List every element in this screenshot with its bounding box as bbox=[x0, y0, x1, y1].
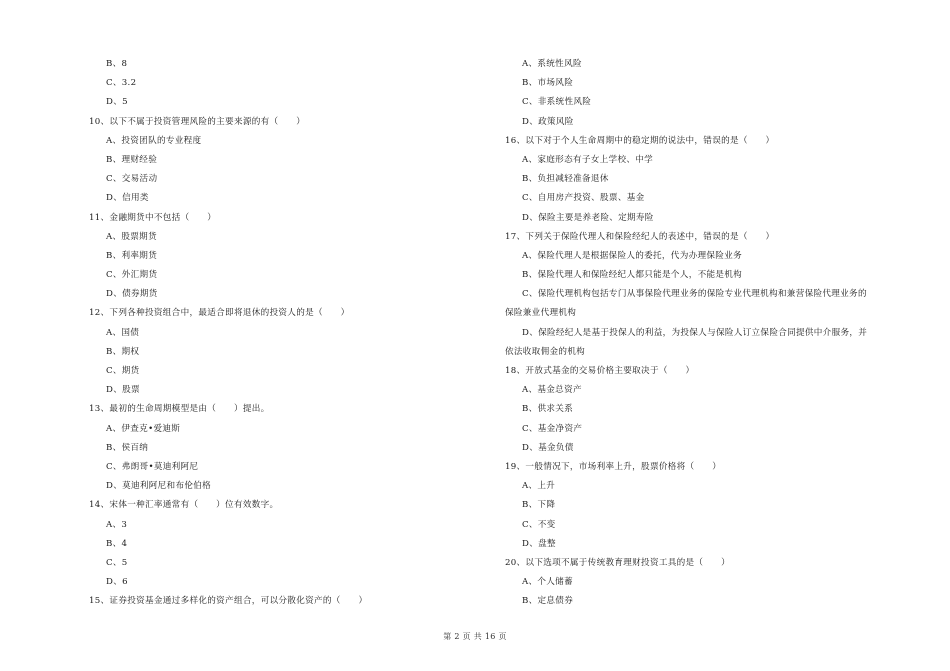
answer-option: B、期权 bbox=[106, 346, 140, 357]
answer-option: B、负担减轻准备退休 bbox=[522, 174, 609, 185]
question-text: 11、金融期货中不包括（ ） bbox=[89, 212, 217, 223]
answer-option: D、股票 bbox=[106, 385, 140, 396]
answer-option: B、保险代理人和保险经纪人都只能是个人，不能是机构 bbox=[522, 270, 743, 281]
answer-option: D、5 bbox=[106, 97, 128, 108]
answer-option: A、上升 bbox=[522, 481, 556, 492]
question-text: 12、下列各种投资组合中，最适合即将退休的投资人的是（ ） bbox=[89, 308, 350, 319]
answer-option: A、个人储蓄 bbox=[522, 577, 573, 588]
answer-option: B、4 bbox=[106, 538, 128, 549]
left-column bbox=[89, 55, 494, 611]
answer-option: D、债券期货 bbox=[106, 289, 158, 300]
answer-option: D、6 bbox=[106, 577, 128, 588]
answer-option: D、信用类 bbox=[106, 193, 149, 204]
question-text: 10、以下不属于投资管理风险的主要来源的有（ ） bbox=[89, 116, 306, 127]
answer-option: D、保险经纪人是基于投保人的利益，为投保人与保险人订立保险合同提供中介服务，并 bbox=[522, 327, 868, 338]
answer-option: A、系统性风险 bbox=[522, 59, 582, 69]
answer-option: A、保险代理人是根据保险人的委托，代为办理保险业务 bbox=[522, 250, 742, 261]
question-text: 14、宋体一种汇率通常有（ ）位有效数字。 bbox=[89, 500, 279, 511]
question-text: 13、最初的生命周期模型是由（ ）提出。 bbox=[89, 404, 270, 415]
answer-option: A、伊查克•爱迪斯 bbox=[106, 423, 181, 434]
answer-option: C、5 bbox=[106, 557, 128, 568]
answer-option: A、家庭形态有子女上学校、中学 bbox=[522, 154, 654, 165]
answer-option: D、莫迪利阿尼和布伦伯格 bbox=[106, 481, 212, 492]
question-text: 17、下列关于保险代理人和保险经纪人的表述中，错误的是（ ） bbox=[505, 231, 775, 242]
answer-option: A、基金总资产 bbox=[522, 385, 582, 396]
question-text: 15、证券投资基金通过多样化的资产组合，可以分散化资产的（ ） bbox=[89, 596, 368, 607]
answer-option: B、侯百纳 bbox=[106, 442, 149, 453]
question-text: 18、开放式基金的交易价格主要取决于（ ） bbox=[505, 366, 695, 376]
answer-option: B、利率期货 bbox=[106, 250, 158, 261]
question-text: 19、一般情况下，市场利率上升，股票价格将（ ） bbox=[505, 461, 722, 472]
answer-option: A、3 bbox=[106, 519, 128, 530]
answer-option: C、自用房产投资、股票、基金 bbox=[522, 193, 645, 204]
answer-option: D、基金负债 bbox=[522, 442, 574, 453]
answer-option: C、基金净资产 bbox=[522, 423, 583, 434]
answer-option: B、下降 bbox=[522, 500, 556, 511]
answer-option: A、股票期货 bbox=[106, 231, 157, 242]
answer-option: C、外汇期货 bbox=[106, 270, 158, 281]
answer-option: A、投资团队的专业程度 bbox=[106, 135, 202, 146]
answer-option: B、供求关系 bbox=[522, 404, 574, 415]
right-column bbox=[505, 55, 910, 611]
answer-option: D、盘整 bbox=[522, 538, 556, 549]
question-text: 16、以下对于个人生命周期中的稳定期的说法中，错误的是（ ） bbox=[505, 135, 775, 146]
answer-option: C、不变 bbox=[522, 519, 556, 530]
answer-option: C、非系统性风险 bbox=[522, 97, 592, 108]
answer-option: B、定息债券 bbox=[522, 596, 574, 607]
answer-option: C、保险代理机构包括专门从事保险代理业务的保险专业代理机构和兼营保险代理业务的 bbox=[522, 289, 867, 300]
answer-option: B、市场风险 bbox=[522, 78, 574, 89]
text-continuation: 依法收取佣金的机构 bbox=[505, 346, 586, 357]
answer-option: C、期货 bbox=[106, 366, 140, 376]
answer-option: B、理财经验 bbox=[106, 154, 158, 165]
answer-option: C、3.2 bbox=[106, 78, 137, 89]
answer-option: B、8 bbox=[106, 59, 128, 69]
text-continuation: 保险兼业代理机构 bbox=[505, 308, 577, 319]
answer-option: D、保险主要是养老险、定期寿险 bbox=[522, 212, 654, 223]
answer-option: C、交易活动 bbox=[106, 174, 158, 185]
answer-option: C、弗朗哥•莫迪利阿尼 bbox=[106, 461, 199, 472]
answer-option: A、国债 bbox=[106, 327, 140, 338]
page-footer: 第 2 页 共 16 页 bbox=[443, 632, 507, 641]
question-text: 20、以下选项不属于传统教育理财投资工具的是（ ） bbox=[505, 557, 730, 568]
answer-option: D、政策风险 bbox=[522, 116, 574, 127]
